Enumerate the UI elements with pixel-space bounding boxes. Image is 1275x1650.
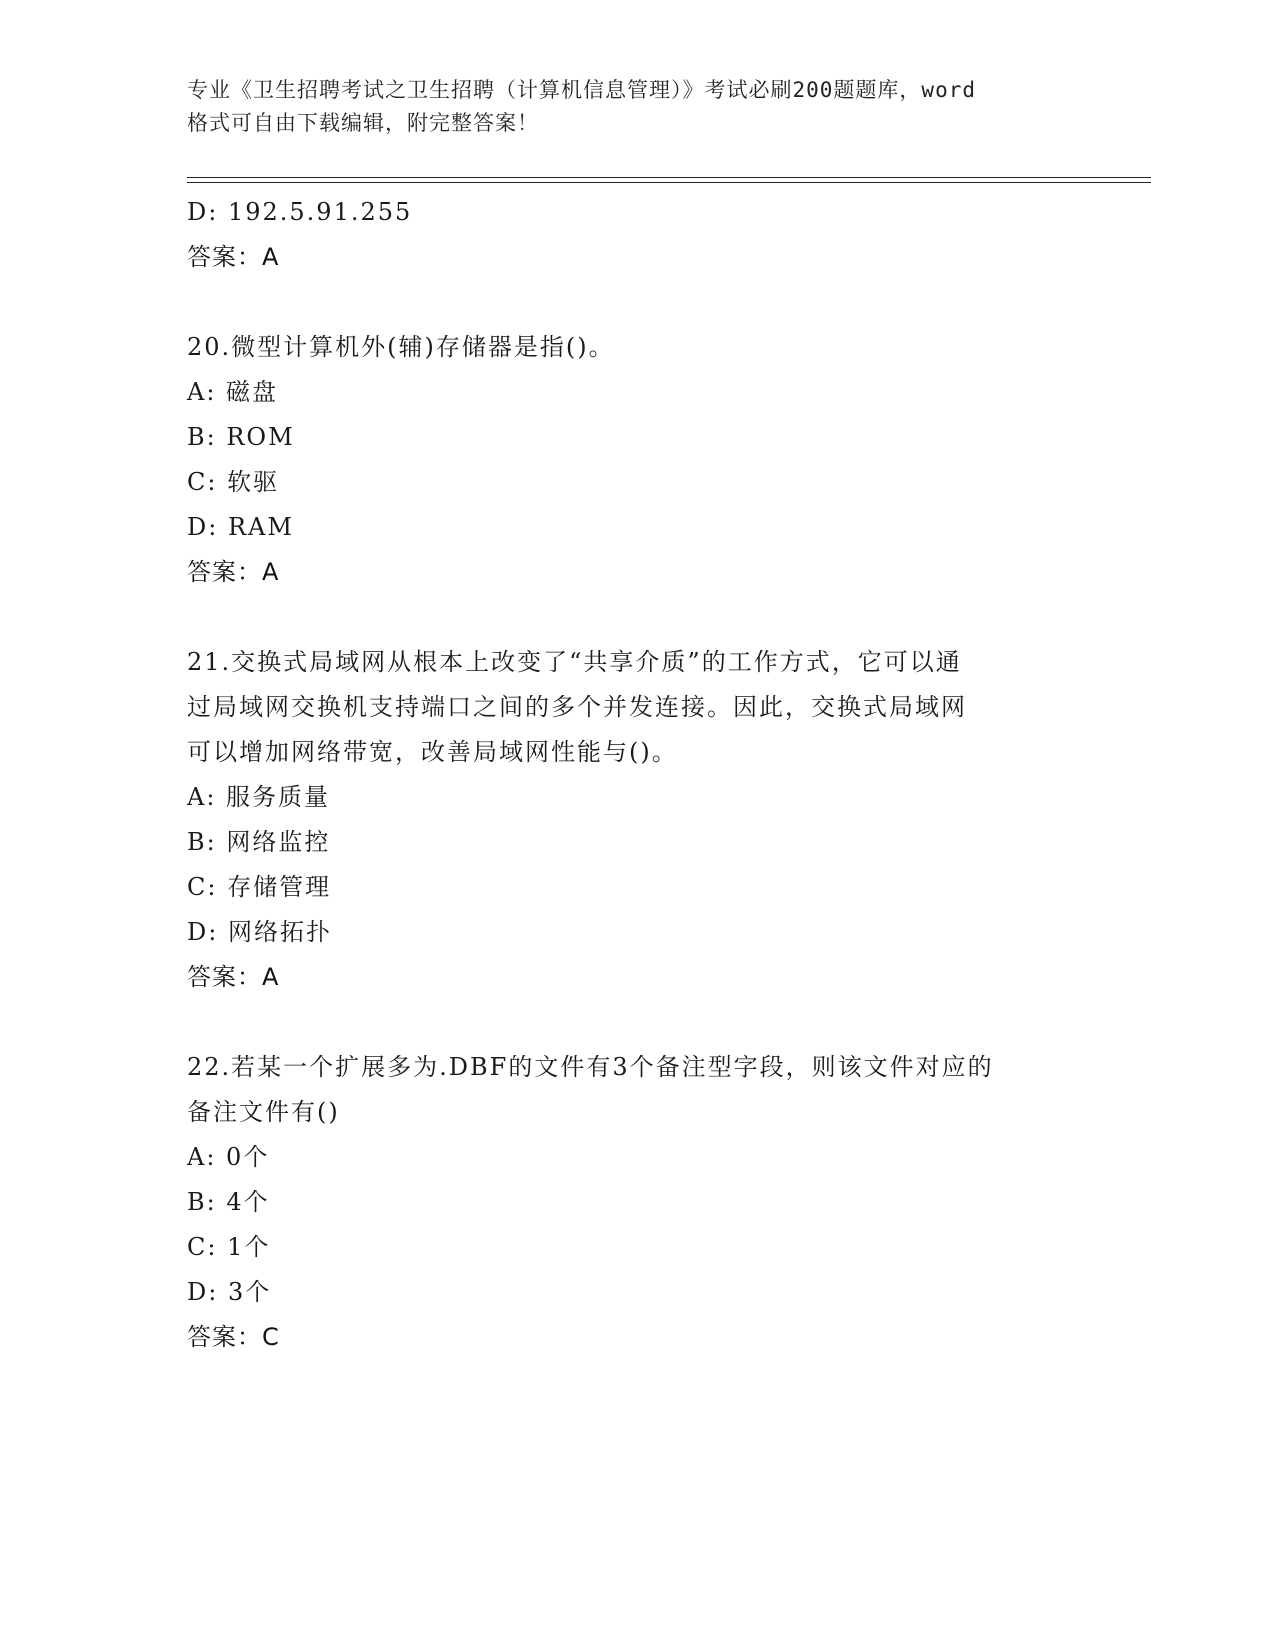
question-text-line: 20.微型计算机外(辅)存储器是指()。 <box>187 333 615 361</box>
option-d: D: RAM <box>187 513 294 541</box>
answer-line: 答案：A <box>187 243 280 271</box>
header-rule-bottom <box>187 182 1151 183</box>
option-b: B: 4个 <box>187 1188 270 1216</box>
question-text-line: 21.交换式局域网从根本上改变了“共享介质”的工作方式，它可以通 <box>187 648 962 676</box>
option-c: C: 软驱 <box>187 468 280 496</box>
question-text-line: 过局域网交换机支持端口之间的多个并发连接。因此，交换式局域网 <box>187 693 967 721</box>
spacer <box>187 1000 1087 1045</box>
header-line-1: 专业《卫生招聘考试之卫生招聘（计算机信息管理）》考试必刷200题题库，word <box>187 78 976 102</box>
header-line-2: 格式可自由下载编辑，附完整答案！ <box>187 111 539 135</box>
question-content <box>187 190 1087 1360</box>
answer-line: 答案：A <box>187 558 280 586</box>
question-22 <box>187 1045 1087 1360</box>
option-a: A: 磁盘 <box>187 378 279 406</box>
question-20 <box>187 325 1087 595</box>
option-d: D: 网络拓扑 <box>187 918 332 946</box>
header-rule-top <box>187 177 1151 178</box>
option-c: C: 存储管理 <box>187 873 332 901</box>
option-a: A: 0个 <box>187 1143 270 1171</box>
option-b: B: 网络监控 <box>187 828 331 856</box>
option-a: A: 服务质量 <box>187 783 331 811</box>
option-c: C: 1个 <box>187 1233 271 1261</box>
question-text-line: 可以增加网络带宽，改善局域网性能与()。 <box>187 738 678 766</box>
document-header <box>187 74 1087 140</box>
option-b: B: ROM <box>187 423 295 451</box>
spacer <box>187 595 1087 640</box>
option-d: D: 3个 <box>187 1278 272 1306</box>
question-text-line: 22.若某一个扩展多为.DBF的文件有3个备注型字段，则该文件对应的 <box>187 1053 994 1081</box>
option-d: D: 192.5.91.255 <box>187 198 413 226</box>
spacer <box>187 280 1087 325</box>
previous-question-tail <box>187 190 1087 280</box>
question-text-line: 备注文件有() <box>187 1098 340 1126</box>
question-21 <box>187 640 1087 1000</box>
answer-line: 答案：C <box>187 1323 280 1351</box>
answer-line: 答案：A <box>187 963 280 991</box>
